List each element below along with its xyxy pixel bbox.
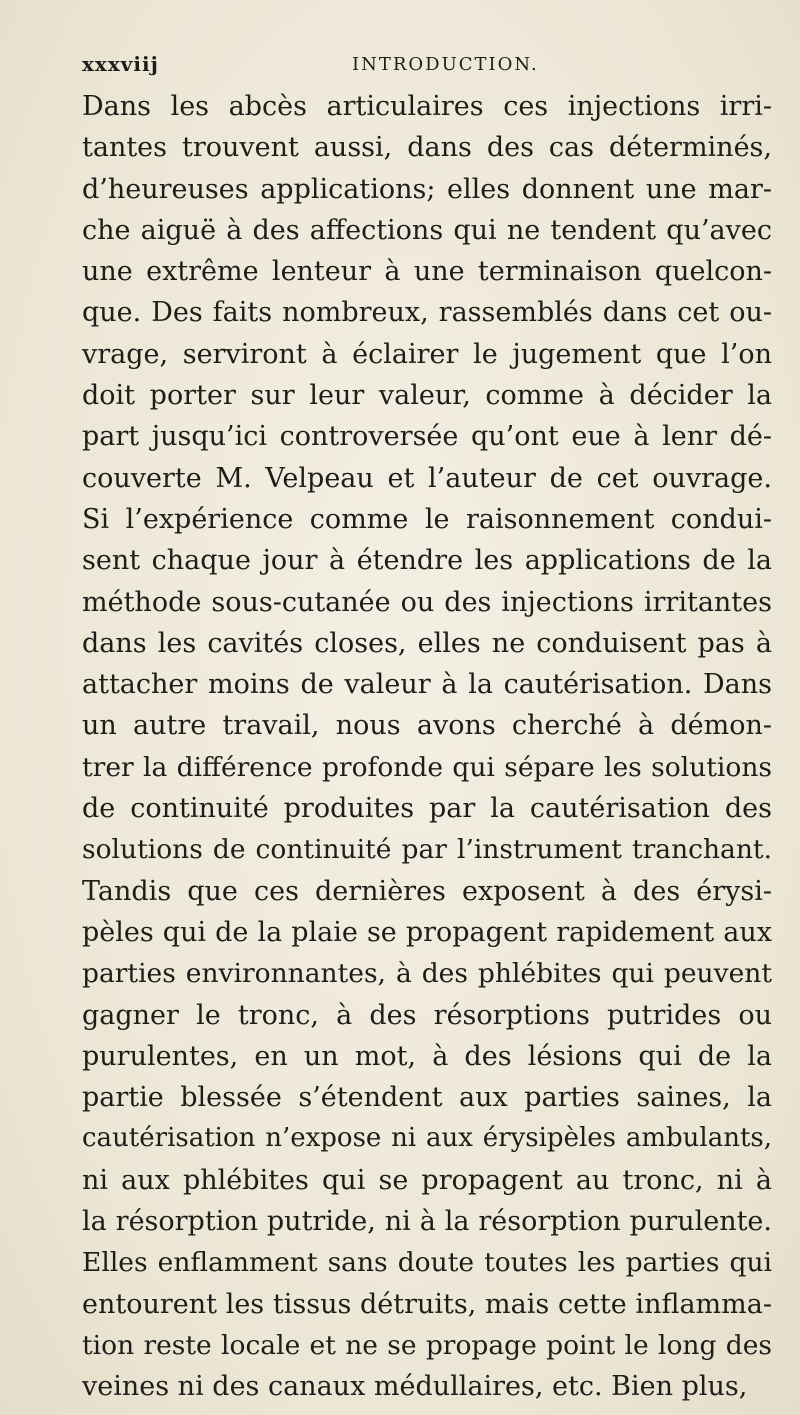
text-line: part jusqu’ici controversée qu’ont eue à lenr dé- xyxy=(82,421,772,453)
text-line: purulentes, en un mot, à des lésions qui de la xyxy=(82,1040,772,1072)
text-line: entourent les tissus détruits, mais cette inflamma- xyxy=(82,1288,772,1320)
text-line: dans les cavités closes, elles ne conduisent pas à xyxy=(82,627,772,659)
text-line: sent chaque jour à étendre les applications de la xyxy=(82,545,772,577)
text-line: Elles enflamment sans doute toutes les parties qui xyxy=(82,1247,772,1279)
running-head: INTRODUCTION. xyxy=(352,54,539,75)
text-line: un autre travail, nous avons cherché à démon- xyxy=(82,710,772,742)
text-line: Si l’expérience comme le raisonnement condui- xyxy=(82,503,772,535)
text-line: que. Des faits nombreux, rassemblés dans cet ou- xyxy=(82,297,772,329)
text-line: tion reste locale et ne se propage point le long des xyxy=(82,1329,772,1361)
text-line: parties environnantes, à des phlébites qui peuvent xyxy=(82,958,772,990)
page-header xyxy=(82,52,782,82)
text-line: gagner le tronc, à des résorptions putrides ou xyxy=(82,999,772,1031)
text-line: d’heureuses applications; elles donnent une mar- xyxy=(82,173,772,205)
text-line: veines ni des canaux médullaires, etc. Bien plus, xyxy=(82,1371,748,1403)
text-line: tantes trouvent aussi, dans des cas déterminés, xyxy=(82,132,772,164)
text-line: partie blessée s’étendent aux parties saines, la xyxy=(82,1082,772,1114)
text-line: couverte M. Velpeau et l’auteur de cet ouvrage. xyxy=(82,462,772,494)
text-line: ni aux phlébites qui se propagent au tronc, ni à xyxy=(82,1164,772,1196)
text-line: méthode sous-cutanée ou des injections irritantes xyxy=(82,586,772,618)
text-line: cautérisation n’expose ni aux érysipèles ambulants, xyxy=(82,1123,772,1154)
text-line: trer la différence profonde qui sépare les solutions xyxy=(82,751,772,783)
body-text xyxy=(82,86,772,1408)
page-number: xxxviij xyxy=(82,52,159,76)
text-line: vrage, serviront à éclairer le jugement que l’on xyxy=(82,338,772,370)
text-line: pèles qui de la plaie se propagent rapidement aux xyxy=(82,916,772,948)
text-line: doit porter sur leur valeur, comme à décider la xyxy=(82,380,772,412)
text-line: une extrême lenteur à une terminaison quelcon- xyxy=(82,256,772,288)
text-line: che aiguë à des affections qui ne tendent qu’avec xyxy=(82,214,772,246)
text-line: attacher moins de valeur à la cautérisation. Dans xyxy=(82,669,772,701)
text-line: Dans les abcès articulaires ces injections irri- xyxy=(82,91,772,122)
text-line: la résorption putride, ni à la résorption purulente. xyxy=(82,1206,772,1238)
text-line: solutions de continuité par l’instrument tranchant. xyxy=(82,834,772,866)
text-line: de continuité produites par la cautérisation des xyxy=(82,793,772,825)
text-line: Tandis que ces dernières exposent à des érysi- xyxy=(82,875,772,907)
